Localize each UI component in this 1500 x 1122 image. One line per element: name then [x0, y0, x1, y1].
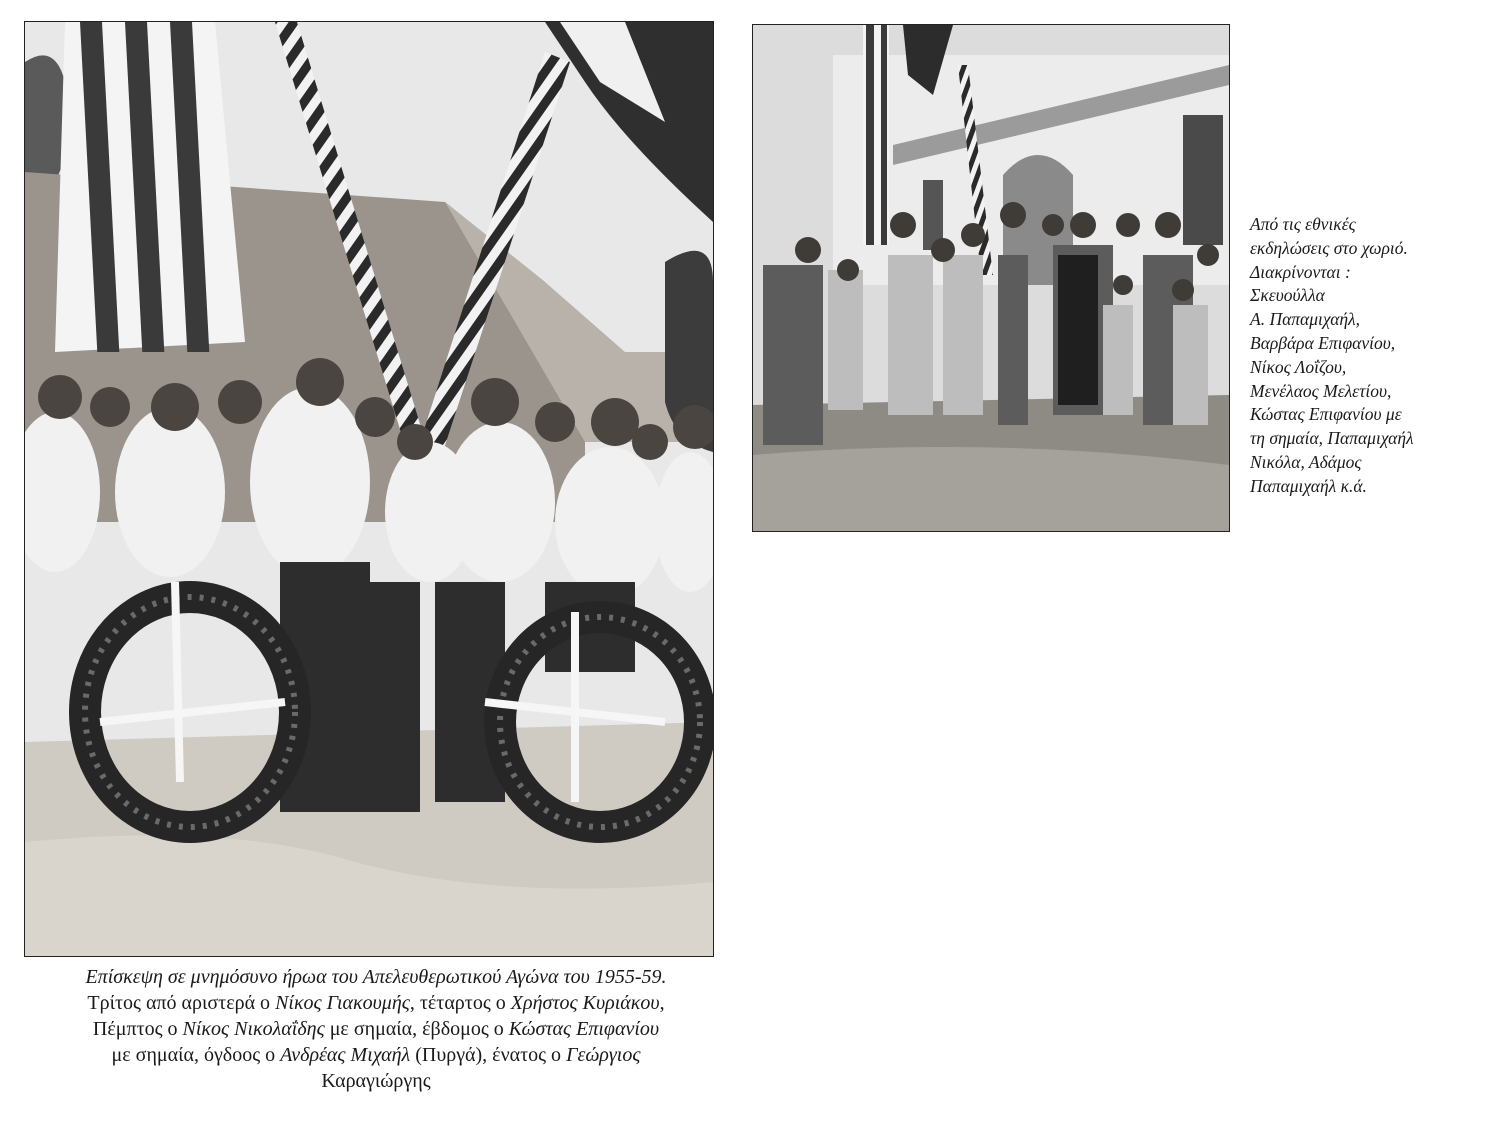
caption-right-line: Νίκος Λοΐζου,	[1250, 356, 1347, 377]
caption-line-4: με σημαία, όγδοος ο Ανδρέας Μιχαήλ (Πυργά), ένατος ο Γεώργιος	[111, 1044, 641, 1066]
caption-right-line: Μενέλαος Μελετίου,	[1250, 380, 1392, 401]
caption-right-line: Διακρίνονται :	[1250, 261, 1351, 282]
caption-right-line: Α. Παπαμιχαήλ,	[1250, 309, 1361, 330]
caption-right-line: Παπαμιχαήλ κ.ά.	[1250, 475, 1367, 496]
caption-right-line: Σκευούλλα	[1250, 285, 1325, 306]
caption-right-line: Βαρβάρα Επιφανίου,	[1250, 332, 1396, 353]
village-photo-caption	[1250, 213, 1490, 499]
caption-right-line: εκδηλώσεις στο χωριό.	[1250, 237, 1408, 258]
caption-line-2: Τρίτος από αριστερά ο Νίκος Γιακουμής, τέταρτος ο Χρήστος Κυριάκου,	[87, 992, 665, 1014]
caption-right-line: Από τις εθνικές	[1250, 214, 1356, 234]
caption-line-3: Πέμπτος ο Νίκος Νικολαΐδης με σημαία, έβδομος ο Κώστας Επιφανίου	[92, 1018, 660, 1040]
village-celebration-photo-image	[753, 25, 1229, 531]
village-celebration-photo	[752, 24, 1230, 532]
caption-line-5: Καραγιώργης	[321, 1070, 431, 1092]
caption-right-line: τη σημαία, Παπαμιχαήλ	[1250, 428, 1414, 449]
caption-right-line: Νικόλα, Αδάμος	[1250, 451, 1362, 472]
memorial-photo	[24, 21, 714, 957]
caption-right-line: Κώστας Επιφανίου με	[1250, 404, 1402, 425]
caption-line-1: Επίσκεψη σε μνημόσυνο ήρωα του Απελευθερωτικού Αγώνα του 1955-59.	[85, 966, 667, 988]
memorial-photo-image	[25, 22, 713, 956]
memorial-photo-caption	[20, 964, 732, 1094]
